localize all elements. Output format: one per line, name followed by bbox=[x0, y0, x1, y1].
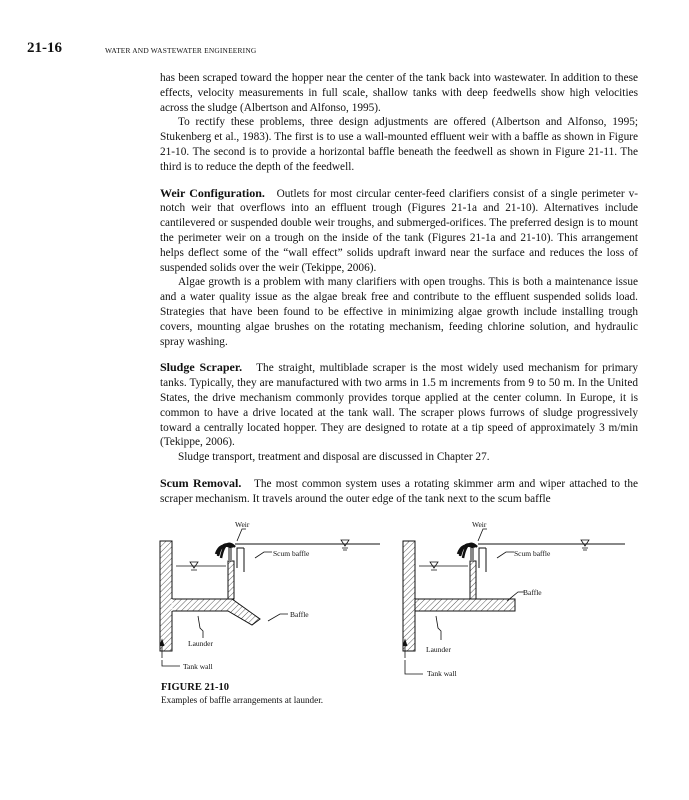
figure-caption bbox=[161, 682, 323, 705]
left-water-symbol bbox=[341, 540, 349, 550]
right-tank-wall bbox=[403, 541, 415, 651]
caption-text: Examples of baffle arrangements at launder. bbox=[161, 695, 324, 705]
section-heading: Scum Removal. bbox=[160, 475, 242, 490]
left-tank-wall bbox=[160, 541, 172, 651]
right-scum-baffle-label: Scum baffle bbox=[514, 549, 551, 558]
left-scum-baffle bbox=[237, 548, 244, 568]
left-scum-baffle-label: Scum baffle bbox=[273, 549, 310, 558]
paragraph-weir-configuration: Weir Configuration. Outlets for most circular center-feed clarifiers consist of a single perimeter v-notch weir that overflows into an effluent trough (Figures 21-1a and 21-10). Alternatives include cantilevered or suspended double weir troughs, and submerged-orifices. The preferred design is to mount the perimeter weir on a trough on the inside of the tank (Figures 21-1a and 21-10). This arrangement helps deflect some of the “wall effect” solids updraft inward near the surface and reduces the loss of suspended solids over the weir (Tekippe, 2006). bbox=[160, 185, 638, 274]
page-number: 21-16 bbox=[27, 40, 62, 56]
left-trough-wall bbox=[228, 561, 234, 599]
left-overflow bbox=[216, 544, 235, 558]
paragraph: To rectify these problems, three design adjustments are offered (Albertson and Alfonso, 1995; Stukenberg et al., 1983). The first is to use a wall-mounted effluent weir with a baffle as shown in Figure 21-10. The second is to provide a horizontal baffle beneath the feedwell as shown in Figure 21-11. The third is to reduce the depth of the feedwell. bbox=[160, 116, 638, 173]
right-trough-wall bbox=[470, 561, 476, 599]
page-header bbox=[27, 40, 667, 60]
right-trough-floor bbox=[415, 599, 515, 611]
left-baffle-label: Baffle bbox=[290, 610, 309, 619]
section-heading: Sludge Scraper. bbox=[160, 360, 243, 375]
body-text bbox=[160, 71, 638, 507]
paragraph: Algae growth is a problem with many clarifiers with open troughs. This is both a maintenance issue and a water quality issue as the algae break free and contribute to the effluent suspended solids load. Strategies that have been found to be effective in minimizing algae growth include installing trough covers, mounting algae brushes on the rotating mechanism, feeding chlorine solution, and hydraulic spray washing. bbox=[160, 276, 638, 348]
paragraph-scum-removal: Scum Removal. The most common system uses a rotating skimmer arm and wiper attached to the scraper mechanism. It travels around the outer edge of the tank next to the scum baffle bbox=[160, 475, 638, 505]
left-launder-label: Launder bbox=[188, 639, 213, 648]
left-weir-plate bbox=[229, 547, 231, 560]
paragraph: Sludge transport, treatment and disposal are discussed in Chapter 27. bbox=[178, 451, 490, 464]
right-scum-baffle bbox=[479, 548, 486, 568]
right-tank-wall-label: Tank wall bbox=[427, 669, 457, 678]
right-overflow bbox=[458, 544, 477, 558]
right-water-symbol bbox=[581, 540, 589, 550]
left-tank-wall-label: Tank wall bbox=[183, 662, 213, 671]
paragraph-sludge-scraper: Sludge Scraper. The straight, multiblade scraper is the most widely used mechanism for primary tanks. Typically, they are manufactured with two arms in 1.5 m increments from 9 to 50 m. In the United States, the drive mechanism commonly provides torque applied at the center column. In Europe, it is common to have a drive located at the tank wall. The scraper plows furrows of sludge progressively toward a centrally located hopper. They are designed to rotate at a tip speed of approximately 3 m/min (Tekippe, 2006). bbox=[160, 360, 638, 449]
left-weir-label: Weir bbox=[235, 520, 250, 529]
figure-21-10 bbox=[140, 516, 630, 686]
section-heading: Weir Configuration. bbox=[160, 185, 265, 200]
baffle-diagram bbox=[140, 516, 630, 686]
running-head: WATER AND WASTEWATER ENGINEERING bbox=[105, 46, 257, 55]
left-trough-floor bbox=[172, 599, 260, 625]
right-launder-label: Launder bbox=[426, 645, 451, 654]
right-baffle-label: Baffle bbox=[523, 588, 542, 597]
paragraph: has been scraped toward the hopper near the center of the tank back into wastewater. In addition to these effects, velocity measurements in full scale, shallow tanks with deep feedwells show high velocities across the sludge (Albertson and Alfonso, 1995). bbox=[160, 72, 638, 114]
right-weir-label: Weir bbox=[472, 520, 487, 529]
right-weir-plate bbox=[471, 547, 473, 560]
caption-title: FIGURE 21-10 bbox=[161, 682, 229, 693]
